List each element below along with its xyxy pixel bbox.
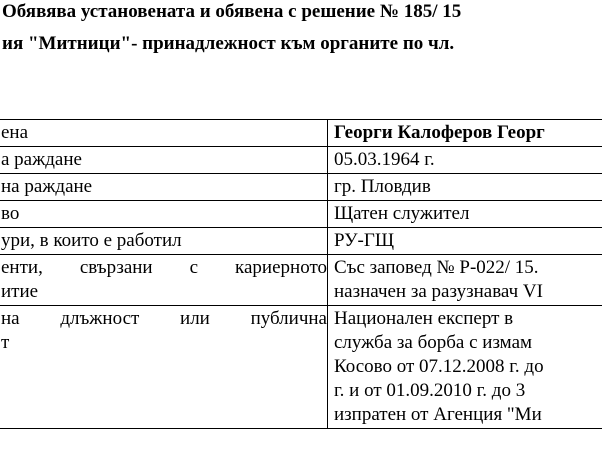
label-line: на длъжност или публична	[1, 308, 327, 329]
row-value-position	[328, 306, 602, 429]
value-line: г. и от 01.09.2010 г. до 3	[334, 380, 526, 401]
row-value-birth-place: гр. Пловдив	[328, 174, 602, 201]
row-label-position	[0, 306, 328, 429]
row-label-structures: ури, в които е работил	[0, 228, 328, 255]
row-label-name: ена	[0, 120, 328, 147]
table-row-career-documents	[0, 255, 602, 306]
value-line: служба за борба с измам	[334, 332, 533, 353]
row-label-status: во	[0, 201, 328, 228]
document-heading-line-1: Обявява установената и обявена с решение № 185/ 15	[2, 1, 462, 22]
row-value-career-documents	[328, 255, 602, 306]
row-value-name: Георги Калоферов Георг	[328, 120, 602, 147]
row-label-career-documents	[0, 255, 328, 306]
table-row-status	[0, 201, 602, 228]
row-value-birth-date: 05.03.1964 г.	[328, 147, 602, 174]
value-line: изпратен от Агенция "Ми	[334, 404, 542, 425]
document-heading-line-2: ия "Митници"- принадлежност към органите по чл.	[2, 33, 455, 54]
row-label-birth-date: а раждане	[0, 147, 328, 174]
label-line: енти, свързани с кариерното	[1, 257, 327, 278]
value-line: назначен за разузнавач VI	[334, 281, 543, 302]
table-row-structures	[0, 228, 602, 255]
label-line: итие	[1, 281, 39, 302]
table-row-birth-date	[0, 147, 602, 174]
personal-data-table	[0, 119, 602, 429]
row-value-status: Щатен служител	[328, 201, 602, 228]
label-line: т	[1, 332, 10, 353]
row-label-birth-place: на раждане	[0, 174, 328, 201]
value-line: Косово от 07.12.2008 г. до	[334, 356, 544, 377]
table-row-position	[0, 306, 602, 429]
value-line: Със заповед № Р-022/ 15.	[334, 257, 539, 278]
table-row-birth-place	[0, 174, 602, 201]
table-row-name	[0, 120, 602, 147]
value-line: Национален експерт в	[334, 308, 514, 329]
row-value-structures: РУ-ГЩ	[328, 228, 602, 255]
